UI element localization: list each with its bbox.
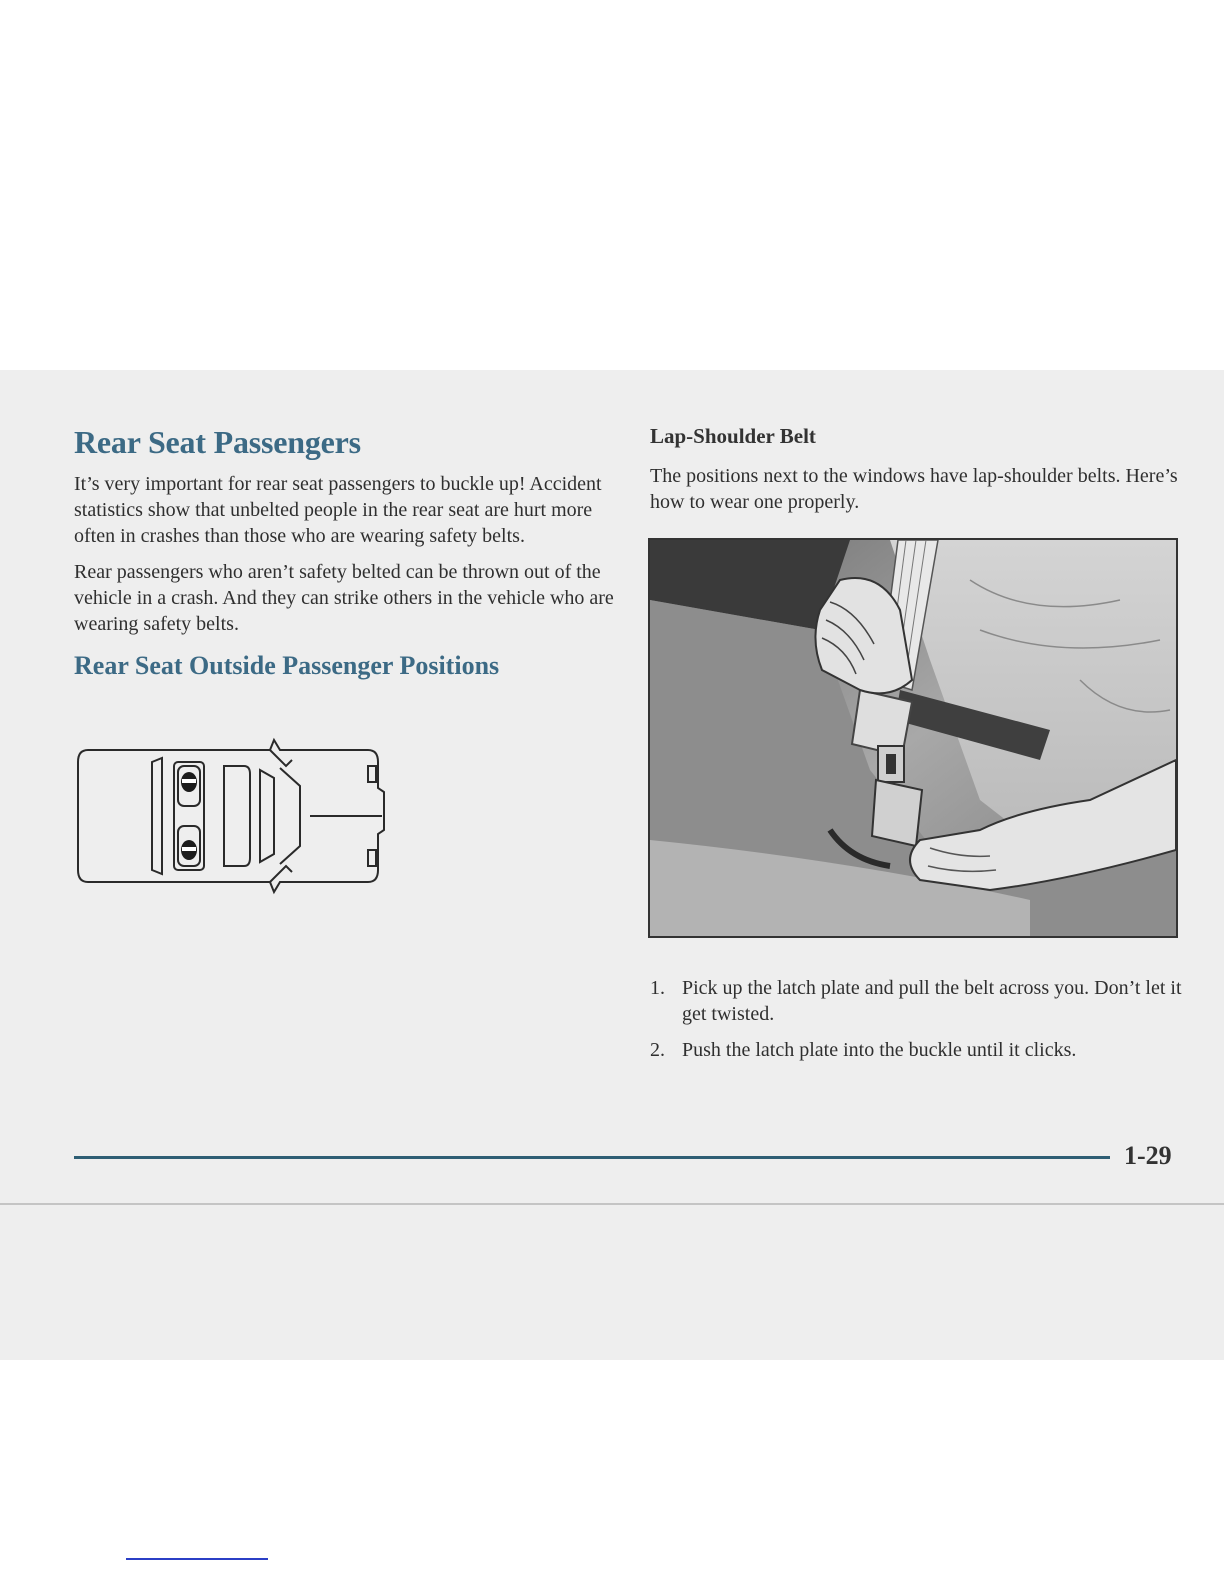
instruction-steps — [650, 975, 1190, 1073]
step-number: 1. — [650, 977, 665, 999]
step-number: 2. — [650, 1039, 665, 1061]
lap-shoulder-title: Lap-Shoulder Belt — [650, 424, 816, 448]
section-title: Rear Seat Passengers — [74, 424, 361, 460]
step-text: Pick up the latch plate and pull the belt across you. Don’t let it get twisted. — [682, 977, 1182, 1025]
page-number: 1-29 — [1124, 1141, 1172, 1170]
vehicle-top-view-diagram — [74, 730, 394, 902]
link-underline — [126, 1558, 268, 1560]
list-item — [650, 975, 1190, 1027]
step-text: Push the latch plate into the buckle until it clicks. — [682, 1039, 1077, 1061]
paragraph-thrown-out: Rear passengers who aren’t safety belted can be thrown out of the vehicle in a crash. And they can strike others in the vehicle who are wearing safety belts. — [74, 561, 614, 635]
seat-belt-buckling-icon — [650, 540, 1176, 936]
vehicle-top-view-icon — [74, 730, 394, 902]
right-column — [650, 420, 1185, 525]
lap-shoulder-intro: The positions next to the windows have lap-shoulder belts. Here’s how to wear one properly. — [650, 465, 1178, 513]
list-item — [650, 1037, 1190, 1063]
seat-belt-illustration — [648, 538, 1178, 938]
left-column — [74, 420, 614, 681]
paragraph-importance: It’s very important for rear seat passengers to buckle up! Accident statistics show that unbelted people in the rear seat are hurt more often in crashes than those who are wearing safety belts. — [74, 473, 602, 547]
page-edge-rule — [0, 1203, 1224, 1205]
subsection-title: Rear Seat Outside Passenger Positions — [74, 651, 500, 680]
footer-rule — [74, 1156, 1110, 1159]
